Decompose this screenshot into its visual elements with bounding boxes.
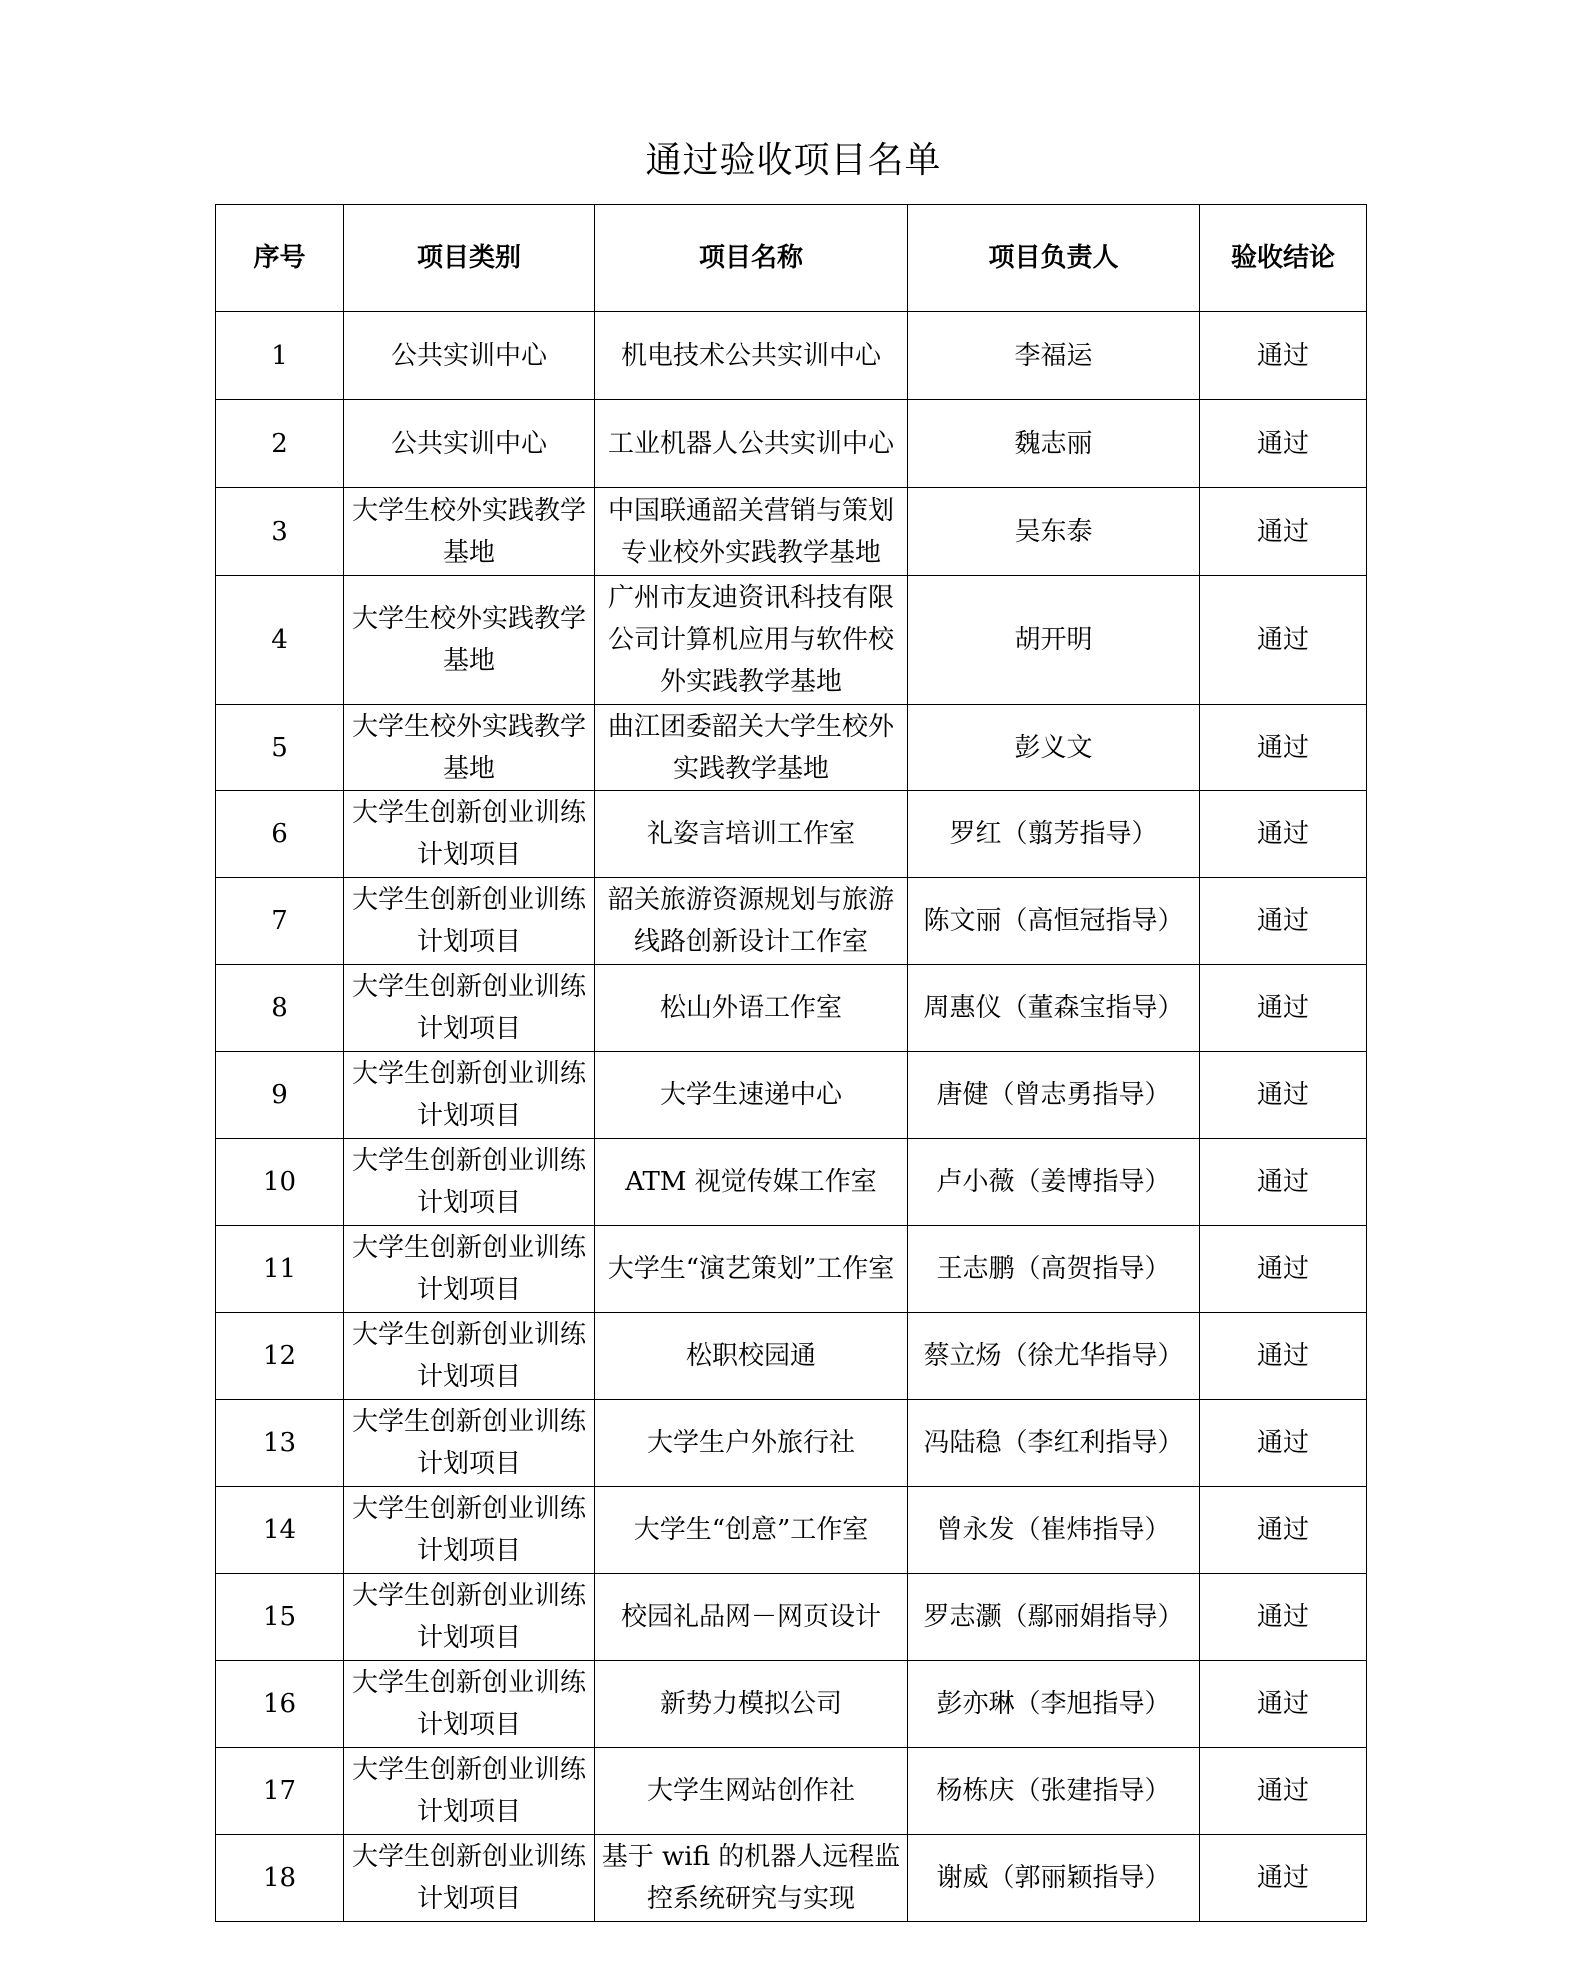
cell-no: 7 [216,878,344,965]
cell-category: 大学生创新创业训练计划项目 [344,1052,595,1139]
cell-category: 大学生创新创业训练计划项目 [344,1139,595,1226]
cell-no: 8 [216,965,344,1052]
cell-name: 松职校园通 [595,1313,908,1400]
cell-name: 中国联通韶关营销与策划专业校外实践教学基地 [595,488,908,576]
cell-result: 通过 [1200,791,1367,878]
cell-result: 通过 [1200,488,1367,576]
cell-result: 通过 [1200,1835,1367,1922]
cell-name: 基于 wifi 的机器人远程监控系统研究与实现 [595,1835,908,1922]
table-row [216,488,1367,576]
table-row [216,1748,1367,1835]
cell-leader: 罗志灏（鄢丽娟指导） [908,1574,1200,1661]
table-row [216,312,1367,400]
cell-leader: 谢威（郭丽颖指导） [908,1835,1200,1922]
cell-result: 通过 [1200,1748,1367,1835]
cell-category: 大学生创新创业训练计划项目 [344,1748,595,1835]
header-name: 项目名称 [595,205,908,312]
cell-leader: 陈文丽（高恒冠指导） [908,878,1200,965]
table-row [216,1835,1367,1922]
cell-category: 大学生创新创业训练计划项目 [344,1400,595,1487]
project-table [215,204,1367,1922]
cell-no: 15 [216,1574,344,1661]
cell-name: 大学生“演艺策划”工作室 [595,1226,908,1313]
cell-result: 通过 [1200,1574,1367,1661]
cell-name: 广州市友迪资讯科技有限公司计算机应用与软件校外实践教学基地 [595,576,908,705]
table-row [216,400,1367,488]
cell-name: 校园礼品网－网页设计 [595,1574,908,1661]
cell-result: 通过 [1200,878,1367,965]
cell-no: 5 [216,705,344,791]
cell-category: 大学生校外实践教学基地 [344,576,595,705]
header-category: 项目类别 [344,205,595,312]
cell-leader: 罗红（翦芳指导） [908,791,1200,878]
table-row [216,1139,1367,1226]
cell-no: 10 [216,1139,344,1226]
cell-name: 韶关旅游资源规划与旅游线路创新设计工作室 [595,878,908,965]
header-no: 序号 [216,205,344,312]
table-row [216,1574,1367,1661]
cell-no: 4 [216,576,344,705]
cell-name: ATM 视觉传媒工作室 [595,1139,908,1226]
cell-name: 大学生速递中心 [595,1052,908,1139]
table-row [216,1487,1367,1574]
cell-name: 工业机器人公共实训中心 [595,400,908,488]
table-row [216,1400,1367,1487]
cell-leader: 王志鹏（高贺指导） [908,1226,1200,1313]
cell-result: 通过 [1200,1313,1367,1400]
cell-no: 12 [216,1313,344,1400]
cell-no: 17 [216,1748,344,1835]
cell-category: 大学生创新创业训练计划项目 [344,1835,595,1922]
cell-result: 通过 [1200,1139,1367,1226]
page-title: 通过验收项目名单 [645,140,942,181]
cell-leader: 周惠仪（董森宝指导） [908,965,1200,1052]
table-row [216,878,1367,965]
table-row [216,576,1367,705]
cell-category: 大学生创新创业训练计划项目 [344,1487,595,1574]
cell-no: 2 [216,400,344,488]
cell-result: 通过 [1200,400,1367,488]
cell-leader: 冯陆稳（李红利指导） [908,1400,1200,1487]
cell-no: 14 [216,1487,344,1574]
cell-leader: 彭义文 [908,705,1200,791]
table-header-row [216,205,1367,312]
cell-name: 机电技术公共实训中心 [595,312,908,400]
cell-category: 大学生创新创业训练计划项目 [344,1226,595,1313]
cell-no: 11 [216,1226,344,1313]
cell-result: 通过 [1200,705,1367,791]
table-row [216,791,1367,878]
table-row [216,1661,1367,1748]
cell-category: 大学生创新创业训练计划项目 [344,1574,595,1661]
cell-result: 通过 [1200,576,1367,705]
cell-category: 大学生创新创业训练计划项目 [344,1661,595,1748]
cell-no: 13 [216,1400,344,1487]
cell-no: 9 [216,1052,344,1139]
cell-result: 通过 [1200,1400,1367,1487]
cell-leader: 杨栋庆（张建指导） [908,1748,1200,1835]
cell-leader: 蔡立炀（徐尤华指导） [908,1313,1200,1400]
cell-result: 通过 [1200,1052,1367,1139]
cell-result: 通过 [1200,312,1367,400]
table-row [216,1313,1367,1400]
table-row [216,1052,1367,1139]
cell-category: 大学生创新创业训练计划项目 [344,791,595,878]
cell-leader: 李福运 [908,312,1200,400]
table-row [216,965,1367,1052]
cell-no: 16 [216,1661,344,1748]
cell-name: 大学生网站创作社 [595,1748,908,1835]
cell-name: 大学生“创意”工作室 [595,1487,908,1574]
cell-no: 3 [216,488,344,576]
cell-no: 1 [216,312,344,400]
header-leader: 项目负责人 [908,205,1200,312]
cell-name: 松山外语工作室 [595,965,908,1052]
cell-category: 大学生创新创业训练计划项目 [344,1313,595,1400]
header-result: 验收结论 [1200,205,1367,312]
cell-category: 大学生创新创业训练计划项目 [344,965,595,1052]
cell-leader: 彭亦琳（李旭指导） [908,1661,1200,1748]
cell-result: 通过 [1200,1487,1367,1574]
cell-result: 通过 [1200,1661,1367,1748]
cell-leader: 吴东泰 [908,488,1200,576]
cell-no: 6 [216,791,344,878]
table-row [216,705,1367,791]
cell-result: 通过 [1200,965,1367,1052]
cell-leader: 魏志丽 [908,400,1200,488]
cell-leader: 曾永发（崔炜指导） [908,1487,1200,1574]
cell-name: 大学生户外旅行社 [595,1400,908,1487]
cell-category: 大学生创新创业训练计划项目 [344,878,595,965]
cell-name: 礼姿言培训工作室 [595,791,908,878]
cell-result: 通过 [1200,1226,1367,1313]
cell-leader: 卢小薇（姜博指导） [908,1139,1200,1226]
cell-category: 大学生校外实践教学基地 [344,705,595,791]
cell-name: 新势力模拟公司 [595,1661,908,1748]
cell-name: 曲江团委韶关大学生校外实践教学基地 [595,705,908,791]
cell-leader: 胡开明 [908,576,1200,705]
cell-no: 18 [216,1835,344,1922]
cell-category: 大学生校外实践教学基地 [344,488,595,576]
cell-leader: 唐健（曾志勇指导） [908,1052,1200,1139]
cell-category: 公共实训中心 [344,400,595,488]
cell-category: 公共实训中心 [344,312,595,400]
table-row [216,1226,1367,1313]
